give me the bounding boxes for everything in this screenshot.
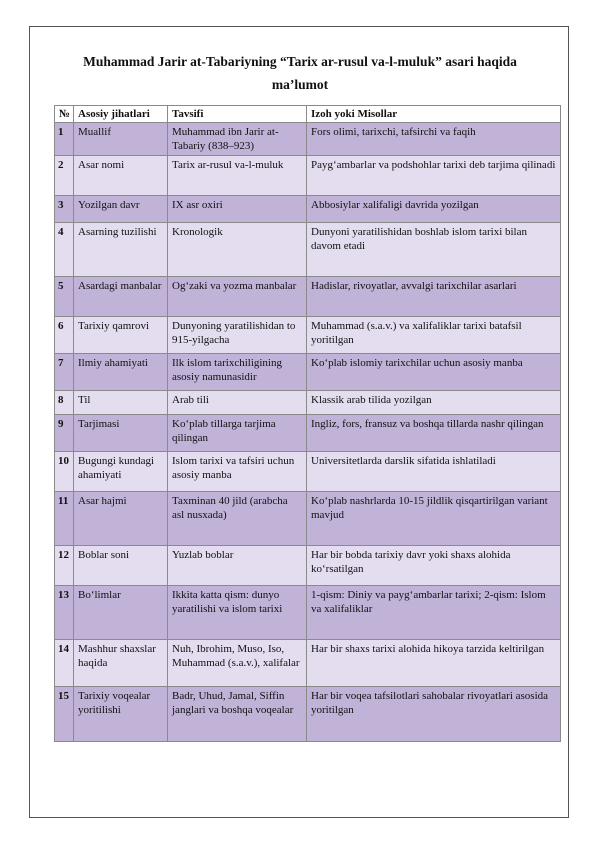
row-notes: Dunyoni yaratilishidan boshlab islom tarixi bilan davom etadi [307, 223, 561, 277]
row-notes: Abbosiylar xalifaligi davrida yozilgan [307, 196, 561, 223]
row-notes: Har bir voqea tafsilotlari sahobalar rivoyatlari asosida yoritilgan [307, 687, 561, 742]
table-row [55, 586, 561, 640]
row-number: 6 [55, 317, 74, 354]
table-row [55, 391, 561, 415]
table-row [55, 354, 561, 391]
row-description: Dunyoning yaratilishidan to 915-yilgacha [168, 317, 307, 354]
row-description: IX asr oxiri [168, 196, 307, 223]
row-notes: Fors olimi, tarixchi, tafsirchi va faqih [307, 123, 561, 156]
row-aspect: Asardagi manbalar [74, 277, 168, 317]
row-description: Islom tarixi va tafsiri uchun asosiy manba [168, 452, 307, 492]
row-aspect: Ilmiy ahamiyati [74, 354, 168, 391]
row-aspect: Yozilgan davr [74, 196, 168, 223]
row-description: Tarix ar-rusul va-l-muluk [168, 156, 307, 196]
row-description: Ko‘plab tillarga tarjima qilingan [168, 415, 307, 452]
row-aspect: Asar hajmi [74, 492, 168, 546]
table-row [55, 640, 561, 687]
row-aspect: Bo‘limlar [74, 586, 168, 640]
row-aspect: Boblar soni [74, 546, 168, 586]
row-aspect: Tarixiy voqealar yoritilishi [74, 687, 168, 742]
row-aspect: Bugungi kundagi ahamiyati [74, 452, 168, 492]
row-number: 12 [55, 546, 74, 586]
table-row [55, 546, 561, 586]
table-row [55, 123, 561, 156]
info-table [54, 105, 561, 742]
table-row [55, 452, 561, 492]
table-row [55, 156, 561, 196]
row-notes: 1-qism: Diniy va payg‘ambarlar tarixi; 2-qism: Islom va xalifaliklar [307, 586, 561, 640]
row-aspect: Mashhur shaxslar haqida [74, 640, 168, 687]
row-description: Yuzlab boblar [168, 546, 307, 586]
table-row [55, 317, 561, 354]
row-notes: Universitetlarda darslik sifatida ishlatiladi [307, 452, 561, 492]
row-aspect: Tarixiy qamrovi [74, 317, 168, 354]
row-notes: Ko‘plab nashrlarda 10-15 jildlik qisqartirilgan variant mavjud [307, 492, 561, 546]
row-number: 9 [55, 415, 74, 452]
title-line-2: ma’lumot [271, 77, 329, 92]
row-number: 13 [55, 586, 74, 640]
row-number: 3 [55, 196, 74, 223]
row-description: Nuh, Ibrohim, Muso, Iso, Muhammad (s.a.v.), xalifalar [168, 640, 307, 687]
table-row [55, 196, 561, 223]
header-description: Tavsifi [168, 106, 307, 123]
header-aspect: Asosiy jihatlari [74, 106, 168, 123]
row-aspect: Tarjimasi [74, 415, 168, 452]
table-row [55, 415, 561, 452]
row-description: Og‘zaki va yozma manbalar [168, 277, 307, 317]
row-notes: Har bir shaxs tarixi alohida hikoya tarzida keltirilgan [307, 640, 561, 687]
header-notes: Izoh yoki Misollar [307, 106, 561, 123]
row-aspect: Asarning tuzilishi [74, 223, 168, 277]
row-number: 5 [55, 277, 74, 317]
row-number: 14 [55, 640, 74, 687]
table-row [55, 277, 561, 317]
row-description: Muhammad ibn Jarir at-Tabariy (838–923) [168, 123, 307, 156]
table-row [55, 687, 561, 742]
row-notes: Payg‘ambarlar va podshohlar tarixi deb tarjima qilinadi [307, 156, 561, 196]
row-notes: Muhammad (s.a.v.) va xalifaliklar tarixi batafsil yoritilgan [307, 317, 561, 354]
row-notes: Klassik arab tilida yozilgan [307, 391, 561, 415]
row-number: 2 [55, 156, 74, 196]
row-description: Ikkita katta qism: dunyo yaratilishi va islom tarixi [168, 586, 307, 640]
row-description: Taxminan 40 jild (arabcha asl nusxada) [168, 492, 307, 546]
row-description: Arab tili [168, 391, 307, 415]
row-number: 8 [55, 391, 74, 415]
header-number: № [55, 106, 74, 123]
table-row [55, 492, 561, 546]
row-notes: Har bir bobda tarixiy davr yoki shaxs alohida ko‘rsatilgan [307, 546, 561, 586]
row-number: 7 [55, 354, 74, 391]
row-number: 15 [55, 687, 74, 742]
title-line-1: Muhammad Jarir at-Tabariyning “Tarix ar-rusul va-l-muluk” asari haqida [83, 54, 517, 69]
row-description: Ilk islom tarixchiligining asosiy namunasidir [168, 354, 307, 391]
row-number: 4 [55, 223, 74, 277]
row-number: 11 [55, 492, 74, 546]
row-notes: Hadislar, rivoyatlar, avvalgi tarixchilar asarlari [307, 277, 561, 317]
row-aspect: Til [74, 391, 168, 415]
row-number: 1 [55, 123, 74, 156]
row-number: 10 [55, 452, 74, 492]
row-notes: Ingliz, fors, fransuz va boshqa tillarda nashr qilingan [307, 415, 561, 452]
row-notes: Ko‘plab islomiy tarixchilar uchun asosiy manba [307, 354, 561, 391]
table-row [55, 223, 561, 277]
table-header-row [55, 106, 561, 123]
row-description: Badr, Uhud, Jamal, Siffin janglari va boshqa voqealar [168, 687, 307, 742]
row-aspect: Asar nomi [74, 156, 168, 196]
document-title [60, 50, 540, 96]
row-aspect: Muallif [74, 123, 168, 156]
row-description: Kronologik [168, 223, 307, 277]
